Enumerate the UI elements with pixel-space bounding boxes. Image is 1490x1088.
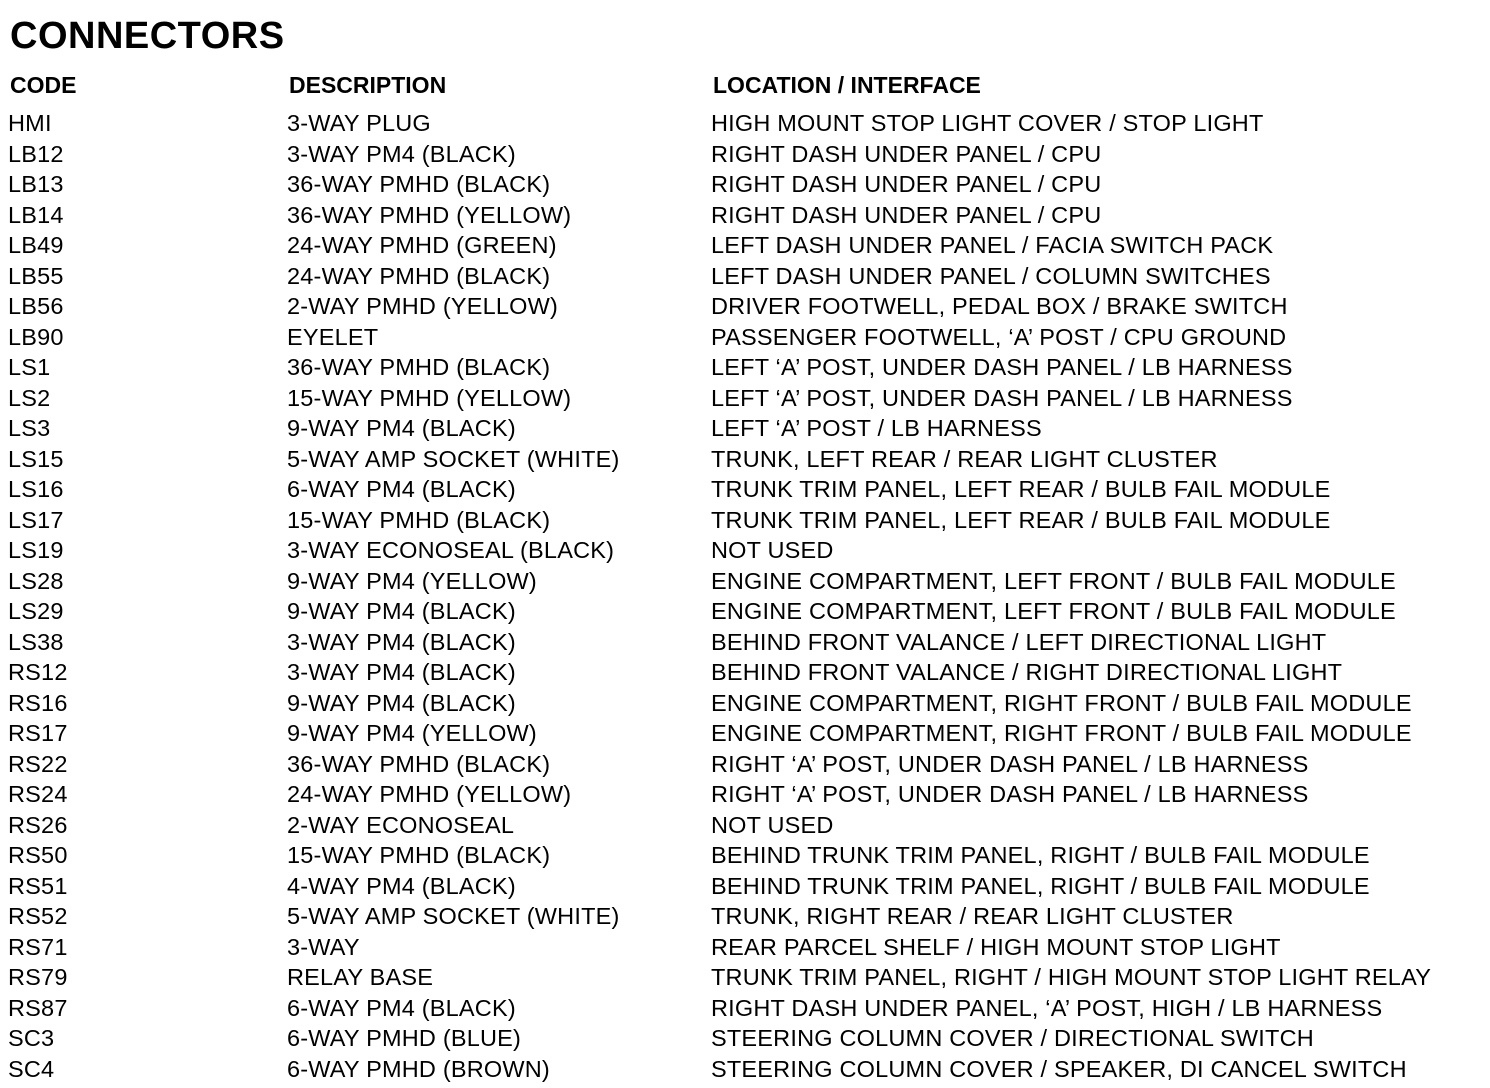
cell-location: RIGHT DASH UNDER PANEL / CPU	[711, 140, 1102, 167]
cell-code: RS24	[8, 781, 68, 807]
cell-location: REAR PARCEL SHELF / HIGH MOUNT STOP LIGHT	[711, 933, 1281, 960]
cell-location: HIGH MOUNT STOP LIGHT COVER / STOP LIGHT	[711, 110, 1264, 136]
table-row	[0, 413, 1490, 444]
cell-description: 6-WAY PM4 (BLACK)	[287, 476, 516, 502]
cell-code: LS16	[8, 476, 64, 502]
cell-code: LS19	[8, 537, 64, 563]
cell-location: RIGHT DASH UNDER PANEL, ‘A’ POST, HIGH / LB HARNESS	[711, 994, 1383, 1021]
cell-description: 24-WAY PMHD (YELLOW)	[287, 781, 572, 807]
cell-description: 3-WAY ECONOSEAL (BLACK)	[287, 537, 615, 563]
cell-code: LB90	[8, 323, 64, 350]
cell-description: 36-WAY PMHD (BLACK)	[287, 171, 551, 197]
cell-location: LEFT ‘A’ POST, UNDER DASH PANEL / LB HARNESS	[711, 384, 1293, 411]
cell-code: RS51	[8, 872, 68, 899]
table-row	[0, 474, 1490, 505]
header-code: CODE	[10, 72, 77, 98]
table-row	[0, 261, 1490, 292]
cell-code: HMI	[8, 110, 52, 136]
cell-location: ENGINE COMPARTMENT, LEFT FRONT / BULB FAIL MODULE	[711, 567, 1396, 594]
cell-description: 24-WAY PMHD (BLACK)	[287, 262, 551, 289]
table-row	[0, 352, 1490, 383]
table-row	[0, 779, 1490, 810]
cell-code: RS16	[8, 689, 68, 716]
cell-description: RELAY BASE	[287, 964, 434, 990]
connector-list	[0, 108, 1490, 1084]
table-row	[0, 901, 1490, 932]
cell-code: LS2	[8, 384, 51, 411]
cell-description: 3-WAY PM4 (BLACK)	[287, 140, 516, 167]
table-row	[0, 932, 1490, 963]
cell-location: BEHIND TRUNK TRIM PANEL, RIGHT / BULB FAIL MODULE	[711, 842, 1370, 868]
cell-location: STEERING COLUMN COVER / SPEAKER, DI CANCEL SWITCH	[711, 1055, 1407, 1082]
cell-location: PASSENGER FOOTWELL, ‘A’ POST / CPU GROUND	[711, 323, 1287, 350]
table-row	[0, 962, 1490, 993]
table-row	[0, 139, 1490, 170]
table-row	[0, 993, 1490, 1024]
cell-code: LB49	[8, 232, 64, 258]
cell-location: STEERING COLUMN COVER / DIRECTIONAL SWITCH	[711, 1025, 1314, 1051]
table-row	[0, 444, 1490, 475]
cell-code: RS22	[8, 750, 68, 777]
cell-code: LS15	[8, 445, 64, 472]
table-row	[0, 291, 1490, 322]
cell-code: LS29	[8, 598, 64, 624]
header-description: DESCRIPTION	[289, 72, 447, 98]
table-row	[0, 810, 1490, 841]
cell-code: RS26	[8, 811, 68, 838]
table-row	[0, 505, 1490, 536]
cell-description: 36-WAY PMHD (BLACK)	[287, 354, 551, 380]
cell-location: TRUNK TRIM PANEL, RIGHT / HIGH MOUNT STOP LIGHT RELAY	[711, 964, 1432, 990]
cell-description: 5-WAY AMP SOCKET (WHITE)	[287, 903, 620, 929]
cell-location: DRIVER FOOTWELL, PEDAL BOX / BRAKE SWITCH	[711, 293, 1288, 319]
cell-description: 2-WAY ECONOSEAL	[287, 811, 515, 838]
cell-code: RS50	[8, 842, 68, 868]
table-row	[0, 749, 1490, 780]
cell-location: ENGINE COMPARTMENT, LEFT FRONT / BULB FAIL MODULE	[711, 598, 1396, 624]
cell-description: 36-WAY PMHD (YELLOW)	[287, 201, 572, 228]
table-row	[0, 688, 1490, 719]
cell-location: LEFT ‘A’ POST, UNDER DASH PANEL / LB HARNESS	[711, 354, 1293, 380]
cell-description: 5-WAY AMP SOCKET (WHITE)	[287, 445, 620, 472]
table-row	[0, 871, 1490, 902]
cell-description: 24-WAY PMHD (GREEN)	[287, 232, 557, 258]
cell-description: 9-WAY PM4 (BLACK)	[287, 598, 516, 624]
cell-code: LS1	[8, 354, 51, 380]
cell-code: RS12	[8, 659, 68, 685]
cell-description: 15-WAY PMHD (BLACK)	[287, 842, 551, 868]
cell-description: 3-WAY	[287, 933, 360, 960]
cell-description: 36-WAY PMHD (BLACK)	[287, 750, 551, 777]
cell-description: 9-WAY PM4 (YELLOW)	[287, 720, 537, 746]
cell-location: ENGINE COMPARTMENT, RIGHT FRONT / BULB FAIL MODULE	[711, 689, 1412, 716]
cell-code: LB56	[8, 293, 64, 319]
cell-description: 3-WAY PM4 (BLACK)	[287, 659, 516, 685]
cell-location: RIGHT DASH UNDER PANEL / CPU	[711, 171, 1102, 197]
cell-code: RS71	[8, 933, 68, 960]
cell-description: 3-WAY PLUG	[287, 110, 431, 136]
cell-description: 4-WAY PM4 (BLACK)	[287, 872, 516, 899]
cell-code: LS3	[8, 415, 51, 441]
cell-location: RIGHT ‘A’ POST, UNDER DASH PANEL / LB HARNESS	[711, 781, 1309, 807]
cell-location: RIGHT ‘A’ POST, UNDER DASH PANEL / LB HARNESS	[711, 750, 1309, 777]
cell-code: LB12	[8, 140, 64, 167]
table-row	[0, 596, 1490, 627]
cell-location: TRUNK TRIM PANEL, LEFT REAR / BULB FAIL MODULE	[711, 476, 1331, 502]
cell-location: TRUNK TRIM PANEL, LEFT REAR / BULB FAIL MODULE	[711, 506, 1331, 533]
table-row	[0, 1054, 1490, 1085]
cell-location: BEHIND FRONT VALANCE / LEFT DIRECTIONAL LIGHT	[711, 628, 1327, 655]
table-row	[0, 322, 1490, 353]
cell-code: LS17	[8, 506, 64, 533]
cell-description: 2-WAY PMHD (YELLOW)	[287, 293, 559, 319]
cell-code: RS87	[8, 994, 68, 1021]
table-row	[0, 627, 1490, 658]
table-row	[0, 200, 1490, 231]
cell-code: RS79	[8, 964, 68, 990]
cell-location: TRUNK, LEFT REAR / REAR LIGHT CLUSTER	[711, 445, 1218, 472]
table-row	[0, 230, 1490, 261]
cell-location: LEFT ‘A’ POST / LB HARNESS	[711, 415, 1042, 441]
page-title: CONNECTORS	[10, 15, 285, 57]
cell-description: 15-WAY PMHD (YELLOW)	[287, 384, 572, 411]
cell-description: 6-WAY PMHD (BLUE)	[287, 1025, 522, 1051]
cell-location: BEHIND TRUNK TRIM PANEL, RIGHT / BULB FAIL MODULE	[711, 872, 1370, 899]
table-row	[0, 108, 1490, 139]
cell-location: TRUNK, RIGHT REAR / REAR LIGHT CLUSTER	[711, 903, 1234, 929]
cell-code: SC4	[8, 1055, 55, 1082]
cell-description: 6-WAY PM4 (BLACK)	[287, 994, 516, 1021]
cell-location: NOT USED	[711, 537, 834, 563]
cell-location: RIGHT DASH UNDER PANEL / CPU	[711, 201, 1102, 228]
cell-location: ENGINE COMPARTMENT, RIGHT FRONT / BULB FAIL MODULE	[711, 720, 1412, 746]
cell-location: LEFT DASH UNDER PANEL / COLUMN SWITCHES	[711, 262, 1271, 289]
table-row	[0, 840, 1490, 871]
cell-description: 9-WAY PM4 (YELLOW)	[287, 567, 537, 594]
cell-code: LB14	[8, 201, 64, 228]
table-row	[0, 535, 1490, 566]
cell-code: LB13	[8, 171, 64, 197]
cell-code: RS52	[8, 903, 68, 929]
table-row	[0, 718, 1490, 749]
cell-description: 6-WAY PMHD (BROWN)	[287, 1055, 550, 1082]
cell-location: BEHIND FRONT VALANCE / RIGHT DIRECTIONAL LIGHT	[711, 659, 1343, 685]
cell-code: SC3	[8, 1025, 55, 1051]
cell-code: LS28	[8, 567, 64, 594]
header-location: LOCATION / INTERFACE	[713, 72, 981, 98]
table-row	[0, 383, 1490, 414]
cell-description: 9-WAY PM4 (BLACK)	[287, 415, 516, 441]
table-row	[0, 566, 1490, 597]
cell-location: LEFT DASH UNDER PANEL / FACIA SWITCH PACK	[711, 232, 1274, 258]
cell-description: 3-WAY PM4 (BLACK)	[287, 628, 516, 655]
cell-code: LS38	[8, 628, 64, 655]
cell-description: 9-WAY PM4 (BLACK)	[287, 689, 516, 716]
table-row	[0, 1023, 1490, 1054]
cell-description: EYELET	[287, 323, 379, 350]
table-row	[0, 169, 1490, 200]
cell-code: RS17	[8, 720, 68, 746]
table-header	[0, 70, 1490, 100]
cell-code: LB55	[8, 262, 64, 289]
cell-description: 15-WAY PMHD (BLACK)	[287, 506, 551, 533]
table-row	[0, 657, 1490, 688]
cell-location: NOT USED	[711, 811, 834, 838]
